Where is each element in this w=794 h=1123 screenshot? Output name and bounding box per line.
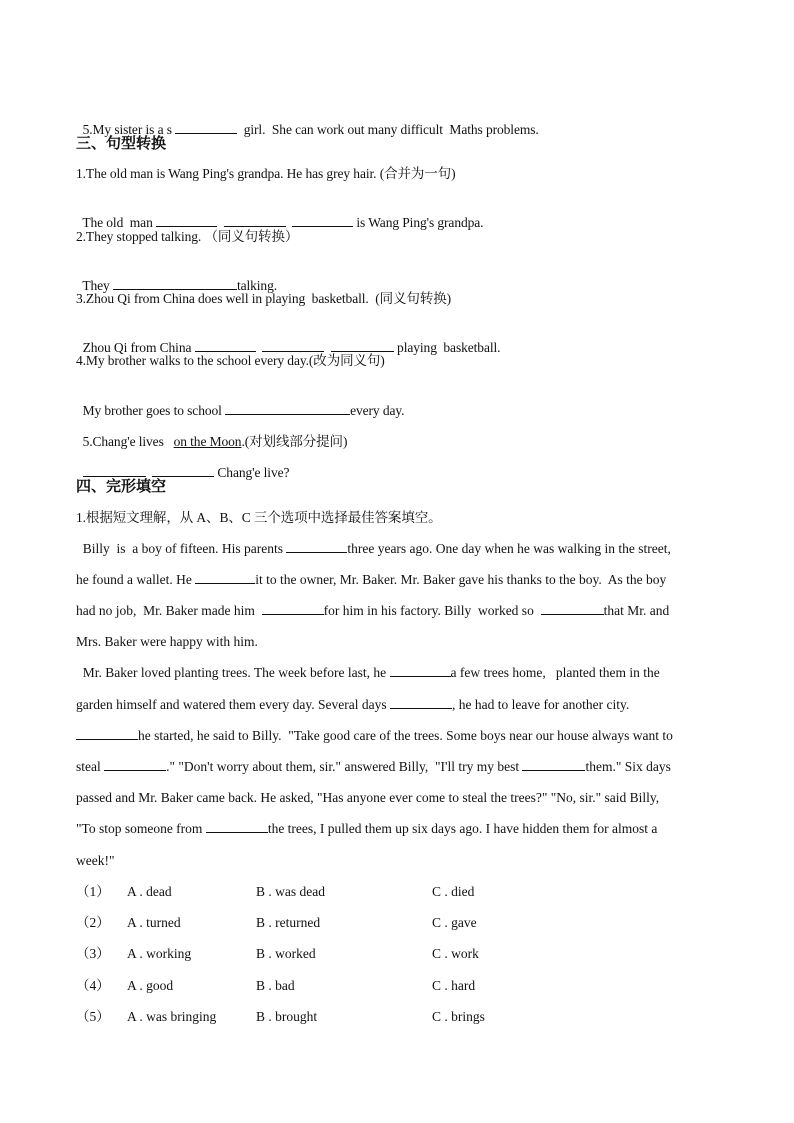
option-b[interactable]: B . was dead (256, 884, 325, 899)
answer-blank-9[interactable] (522, 758, 585, 771)
option-number: （2） (76, 915, 110, 930)
option-b[interactable]: B . brought (256, 1009, 318, 1024)
answer-blank-4[interactable] (541, 602, 604, 615)
option-c[interactable]: C . gave (432, 915, 477, 930)
answer-blank[interactable] (152, 464, 214, 477)
section3-heading: 三、句型转换 (76, 134, 167, 152)
passage-text: three years ago. One day when he was walking in the street, (347, 541, 671, 556)
option-number: （4） (76, 978, 110, 993)
s3-q3-answer-post: playing basketball. (393, 340, 501, 355)
s3-q2-answer-post: talking. (236, 278, 278, 293)
option-c[interactable]: C . died (432, 884, 475, 899)
option-a[interactable]: A . working (127, 946, 192, 961)
passage-text: them." Six days (585, 759, 671, 774)
answer-blank[interactable] (262, 339, 324, 352)
s4-instruction: 1.根据短文理解，从 A、B、C 三个选项中选择最佳答案填空。 (76, 510, 442, 525)
s3-q1-answer-post: is Wang Ping's grandpa. (353, 215, 484, 230)
s2-q5-post: girl. She can work out many difficult Maths problems. (237, 122, 539, 137)
passage-line-7 (76, 727, 722, 745)
option-row-1 (76, 883, 716, 901)
passage-text: for him in his factory. Billy worked so (323, 603, 541, 618)
option-a[interactable]: A . good (127, 978, 174, 993)
s3-q4-answer-pre: My brother goes to school (82, 403, 226, 418)
option-number: （3） (76, 946, 110, 961)
option-number: （5） (76, 1009, 110, 1024)
s3-q2-answer-pre: They (82, 278, 113, 293)
passage-text: week!" (76, 853, 115, 868)
passage-line-10 (76, 820, 722, 838)
answer-blank[interactable] (225, 402, 350, 415)
s3-q1-answer-pre: The old man (82, 215, 156, 230)
s3-q5-answer-post: Chang'e live? (214, 465, 290, 480)
passage-line-8 (76, 758, 722, 776)
s3-q1-answer (76, 196, 483, 232)
answer-blank[interactable] (113, 277, 237, 290)
passage-text: ." "Don't worry about them, sir." answered Billy, "I'll try my best (166, 759, 523, 774)
passage-line-9 (76, 789, 722, 807)
answer-blank-1[interactable] (286, 540, 347, 553)
option-c[interactable]: C . brings (432, 1009, 485, 1024)
option-a[interactable]: A . dead (127, 884, 172, 899)
passage-text: that Mr. and (603, 603, 670, 618)
answer-blank[interactable] (156, 214, 217, 227)
answer-blank[interactable] (175, 121, 237, 134)
option-a[interactable]: A . was bringing (127, 1009, 217, 1024)
passage-text: garden himself and watered them every day. Several days (76, 697, 391, 712)
passage-line-1 (76, 540, 722, 558)
passage-line-3 (76, 602, 722, 620)
s3-q4-question: 4.My brother walks to the school every day.(改为同义句) (76, 353, 385, 368)
answer-blank-7[interactable] (76, 727, 138, 740)
answer-blank-5[interactable] (390, 664, 451, 677)
s3-q2-question: 2.They stopped talking. （同义句转换） (76, 229, 299, 244)
passage-line-2 (76, 571, 722, 589)
passage-text: it to the owner, Mr. Baker. Mr. Baker gave his thanks to the boy. As the boy (255, 572, 667, 587)
passage-text: a few trees home, planted them in the (450, 665, 660, 680)
answer-blank-8[interactable] (104, 758, 166, 771)
passage-text: Mr. Baker loved planting trees. The week before last, he (76, 665, 390, 680)
answer-blank-2[interactable] (195, 571, 255, 584)
passage-line-6 (76, 696, 722, 714)
answer-blank[interactable] (224, 214, 286, 227)
passage-text: he found a wallet. He (76, 572, 196, 587)
option-row-5 (76, 1008, 716, 1026)
option-row-4 (76, 977, 716, 995)
option-c[interactable]: C . hard (432, 978, 476, 993)
passage-text: passed and Mr. Baker came back. He asked, "Has anyone ever come to steal the trees?" "No, sir." said Billy, (76, 790, 660, 805)
section4-heading: 四、完形填空 (76, 477, 167, 495)
option-b[interactable]: B . bad (256, 978, 295, 993)
s2-q5-pre: 5.My sister is a s (82, 122, 176, 137)
passage-text: the trees, I pulled them up six days ago. I have hidden them for almost a (267, 821, 658, 836)
option-row-2 (76, 914, 716, 932)
passage-text: Billy is a boy of fifteen. His parents (76, 541, 287, 556)
s3-q5-question-pre: 5.Chang'e lives (82, 434, 174, 449)
underlined-phrase: on the Moon (173, 434, 242, 449)
passage-text: , he had to leave for another city. (452, 697, 630, 712)
option-row-3 (76, 945, 716, 963)
option-b[interactable]: B . worked (256, 946, 316, 961)
passage-line-4 (76, 633, 722, 651)
s3-q1-question: 1.The old man is Wang Ping's grandpa. He has grey hair. (合并为一句) (76, 166, 456, 181)
s3-q3-question: 3.Zhou Qi from China does well in playing basketball. (同义句转换) (76, 291, 452, 306)
passage-text: Mrs. Baker were happy with him. (76, 634, 258, 649)
passage-line-5 (76, 664, 722, 682)
s3-q5-question-post: .(对划线部分提问) (241, 434, 348, 449)
option-a[interactable]: A . turned (127, 915, 181, 930)
passage-text: had no job, Mr. Baker made him (76, 603, 262, 618)
answer-blank[interactable] (331, 339, 394, 352)
answer-blank[interactable] (83, 464, 146, 477)
passage-line-11 (76, 852, 722, 870)
option-c[interactable]: C . work (432, 946, 479, 961)
passage-text: steal (76, 759, 105, 774)
passage-text: "To stop someone from (76, 821, 206, 836)
answer-blank[interactable] (195, 339, 256, 352)
answer-blank-3[interactable] (262, 602, 324, 615)
s3-q3-answer-pre: Zhou Qi from China (82, 340, 195, 355)
answer-blank-6[interactable] (390, 696, 452, 709)
s3-q4-answer-post: every day. (350, 403, 405, 418)
answer-blank-10[interactable] (206, 820, 268, 833)
passage-text: he started, he said to Billy. "Take good care of the trees. Some boys near our house always want to (138, 728, 673, 743)
option-number: （1） (76, 884, 110, 899)
option-b[interactable]: B . returned (256, 915, 321, 930)
answer-blank[interactable] (292, 214, 353, 227)
